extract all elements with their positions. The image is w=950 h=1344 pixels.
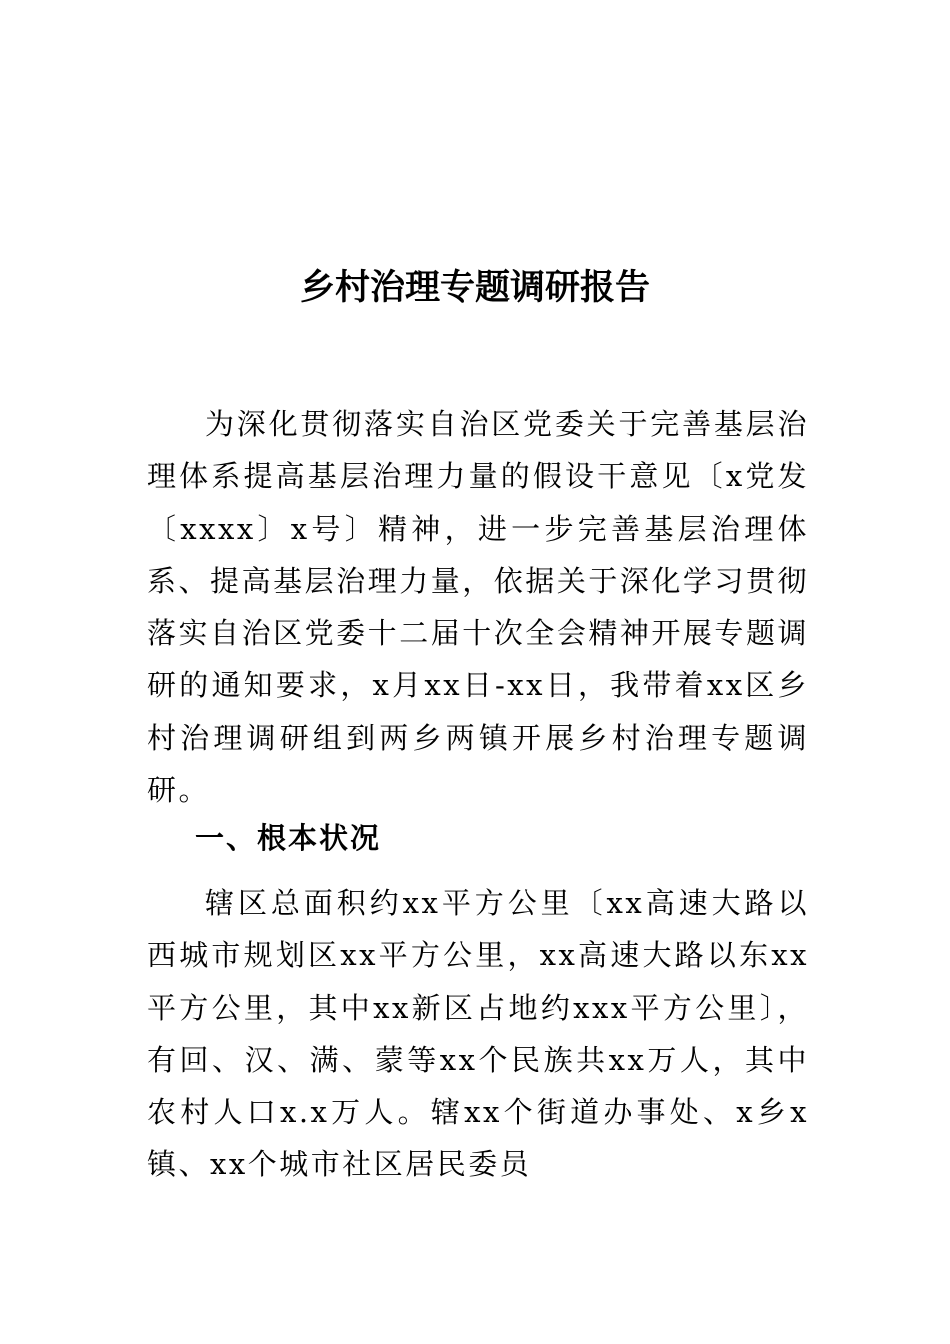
basic-situation-paragraph: 辖区总面积约xx平方公里〔xx高速大路以西城市规划区xx平方公里，xx高速大路以东xx平方公里，其中xx新区占地约xxx平方公里〕，有回、汉、满、蒙等xx个民族共xx万人，其中农村人口x.x万人。辖xx个街道办事处、x乡x镇、xx个城市社区居民委员 [147, 886, 809, 1182]
section-heading-basic-situation: 一、根本状况 [195, 821, 382, 855]
intro-paragraph: 为深化贯彻落实自治区党委关于完善基层治理体系提高基层治理力量的假设干意见〔x党发〔xxxx〕x号〕精神，进一步完善基层治理体系、提高基层治理力量，依据关于深化学习贯彻落实自治区党委十二届十次全会精神开展专题调研的通知要求，x月xx日-xx日，我带着xx区乡村治理调研组到两乡两镇开展乡村治理专题调研。 [147, 407, 809, 808]
document-title: 乡村治理专题调研报告 [299, 268, 650, 308]
